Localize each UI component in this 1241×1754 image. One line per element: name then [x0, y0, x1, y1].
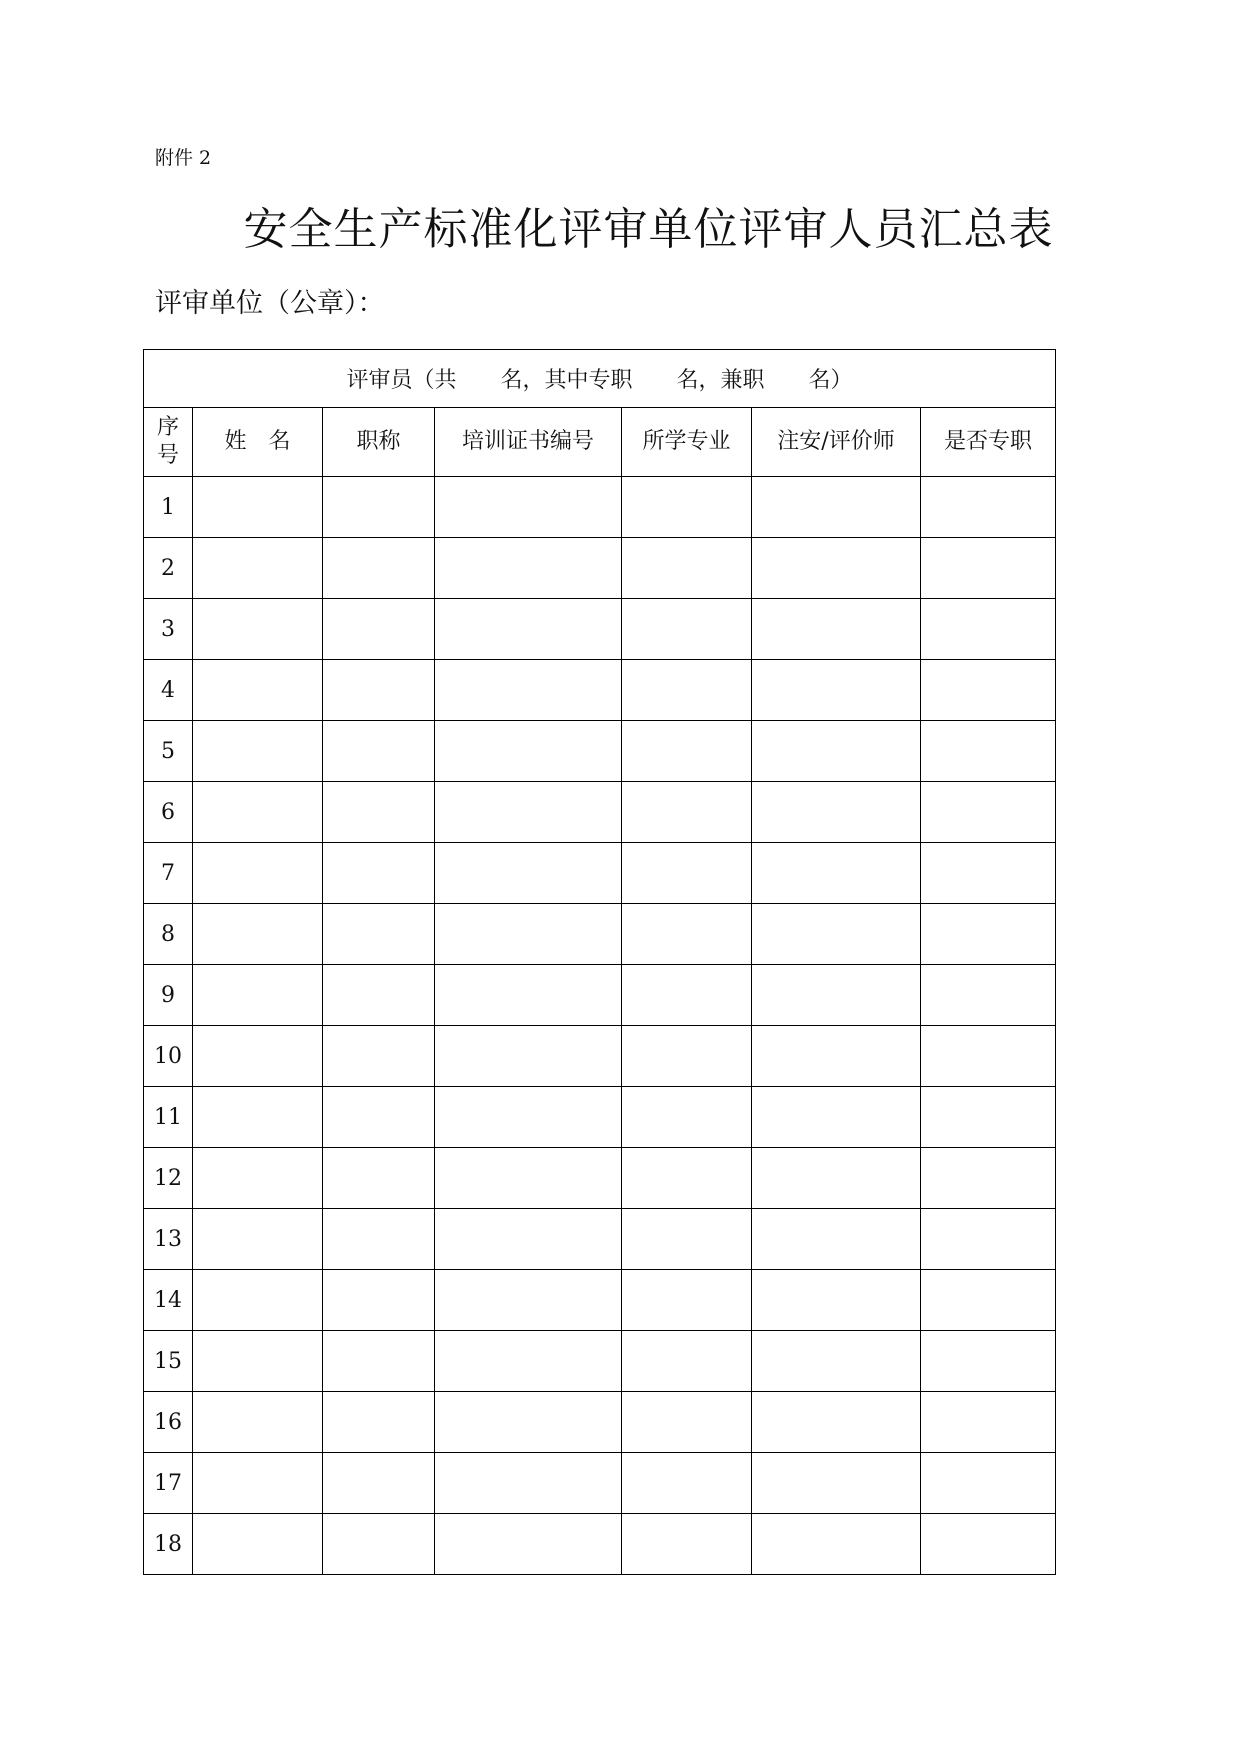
reviewer-summary-table	[143, 349, 1056, 1575]
table-row	[144, 1270, 1056, 1331]
major-cell[interactable]	[622, 599, 752, 660]
name-cell[interactable]	[193, 660, 323, 721]
header-full-time: 是否专职	[921, 408, 1056, 477]
qualification-cell[interactable]	[752, 904, 921, 965]
row-number: 17	[144, 1453, 193, 1514]
name-cell[interactable]	[193, 1026, 323, 1087]
table-row	[144, 721, 1056, 782]
major-cell[interactable]	[622, 965, 752, 1026]
major-cell[interactable]	[622, 1331, 752, 1392]
cert-no-cell[interactable]	[435, 965, 622, 1026]
table-row	[144, 538, 1056, 599]
cert-no-cell[interactable]	[435, 1514, 622, 1575]
reviewer-count-summary: 评审员（共 名，其中专职 名，兼职 名）	[144, 350, 1056, 408]
qualification-cell[interactable]	[752, 660, 921, 721]
name-cell[interactable]	[193, 782, 323, 843]
major-cell[interactable]	[622, 904, 752, 965]
cert-no-cell[interactable]	[435, 660, 622, 721]
qualification-cell[interactable]	[752, 1209, 921, 1270]
full-time-cell[interactable]	[921, 843, 1056, 904]
qualification-cell[interactable]	[752, 1026, 921, 1087]
cert-no-cell[interactable]	[435, 1392, 622, 1453]
full-time-cell[interactable]	[921, 1087, 1056, 1148]
attachment-label: 附件 2	[155, 147, 212, 169]
table-row	[144, 782, 1056, 843]
major-cell[interactable]	[622, 660, 752, 721]
major-cell[interactable]	[622, 782, 752, 843]
full-time-cell[interactable]	[921, 538, 1056, 599]
title-cell[interactable]	[323, 1331, 435, 1392]
name-cell[interactable]	[193, 1087, 323, 1148]
full-time-cell[interactable]	[921, 1026, 1056, 1087]
qualification-cell[interactable]	[752, 782, 921, 843]
name-cell[interactable]	[193, 1392, 323, 1453]
row-number: 6	[144, 782, 193, 843]
review-unit-label: 评审单位（公章）：	[155, 288, 385, 319]
title-cell[interactable]	[323, 1453, 435, 1514]
name-cell[interactable]	[193, 721, 323, 782]
major-cell[interactable]	[622, 721, 752, 782]
table-row	[144, 660, 1056, 721]
table-row	[144, 1026, 1056, 1087]
major-cell[interactable]	[622, 1392, 752, 1453]
major-cell[interactable]	[622, 538, 752, 599]
row-number: 12	[144, 1148, 193, 1209]
table-row	[144, 1453, 1056, 1514]
full-time-cell[interactable]	[921, 1331, 1056, 1392]
title-cell[interactable]	[323, 904, 435, 965]
full-time-cell[interactable]	[921, 782, 1056, 843]
qualification-cell[interactable]	[752, 1392, 921, 1453]
name-cell[interactable]	[193, 599, 323, 660]
major-cell[interactable]	[622, 477, 752, 538]
title-cell[interactable]	[323, 538, 435, 599]
name-cell[interactable]	[193, 1209, 323, 1270]
table-row	[144, 1148, 1056, 1209]
cert-no-cell[interactable]	[435, 843, 622, 904]
qualification-cell[interactable]	[752, 1453, 921, 1514]
header-name: 姓 名	[193, 408, 323, 477]
qualification-cell[interactable]	[752, 843, 921, 904]
row-number: 7	[144, 843, 193, 904]
name-cell[interactable]	[193, 1270, 323, 1331]
qualification-cell[interactable]	[752, 1148, 921, 1209]
row-number: 3	[144, 599, 193, 660]
cert-no-cell[interactable]	[435, 904, 622, 965]
table-row	[144, 904, 1056, 965]
qualification-cell[interactable]	[752, 1514, 921, 1575]
header-seq-line2: 号	[156, 443, 179, 468]
row-number: 13	[144, 1209, 193, 1270]
cert-no-cell[interactable]	[435, 1148, 622, 1209]
table-row	[144, 1209, 1056, 1270]
cert-no-cell[interactable]	[435, 782, 622, 843]
name-cell[interactable]	[193, 904, 323, 965]
cert-no-cell[interactable]	[435, 538, 622, 599]
major-cell[interactable]	[622, 1514, 752, 1575]
qualification-cell[interactable]	[752, 477, 921, 538]
row-number: 1	[144, 477, 193, 538]
title-cell[interactable]	[323, 965, 435, 1026]
qualification-cell[interactable]	[752, 965, 921, 1026]
title-cell[interactable]	[323, 1087, 435, 1148]
title-cell[interactable]	[323, 1514, 435, 1575]
qualification-cell[interactable]	[752, 1270, 921, 1331]
document-title: 安全生产标准化评审单位评审人员汇总表	[243, 204, 1054, 255]
name-cell[interactable]	[193, 1514, 323, 1575]
name-cell[interactable]	[193, 538, 323, 599]
cert-no-cell[interactable]	[435, 1209, 622, 1270]
full-time-cell[interactable]	[921, 1392, 1056, 1453]
table-row	[144, 1087, 1056, 1148]
cert-no-cell[interactable]	[435, 1453, 622, 1514]
row-number: 14	[144, 1270, 193, 1331]
row-number: 18	[144, 1514, 193, 1575]
title-cell[interactable]	[323, 721, 435, 782]
name-cell[interactable]	[193, 843, 323, 904]
title-cell[interactable]	[323, 843, 435, 904]
table-body	[144, 477, 1056, 1575]
major-cell[interactable]	[622, 843, 752, 904]
table-row	[144, 843, 1056, 904]
full-time-cell[interactable]	[921, 599, 1056, 660]
title-cell[interactable]	[323, 1148, 435, 1209]
title-cell[interactable]	[323, 660, 435, 721]
header-cert-no: 培训证书编号	[435, 408, 622, 477]
full-time-cell[interactable]	[921, 721, 1056, 782]
major-cell[interactable]	[622, 1209, 752, 1270]
qualification-cell[interactable]	[752, 1087, 921, 1148]
summary-row	[144, 350, 1056, 408]
major-cell[interactable]	[622, 1453, 752, 1514]
name-cell[interactable]	[193, 965, 323, 1026]
qualification-cell[interactable]	[752, 599, 921, 660]
header-seq-line1: 序	[156, 415, 179, 440]
row-number: 2	[144, 538, 193, 599]
header-title: 职称	[323, 408, 435, 477]
qualification-cell[interactable]	[752, 721, 921, 782]
row-number: 8	[144, 904, 193, 965]
title-cell[interactable]	[323, 1026, 435, 1087]
major-cell[interactable]	[622, 1026, 752, 1087]
row-number: 5	[144, 721, 193, 782]
row-number: 11	[144, 1087, 193, 1148]
title-cell[interactable]	[323, 599, 435, 660]
major-cell[interactable]	[622, 1270, 752, 1331]
name-cell[interactable]	[193, 1453, 323, 1514]
full-time-cell[interactable]	[921, 904, 1056, 965]
header-qualification: 注安/评价师	[752, 408, 921, 477]
table-row	[144, 1392, 1056, 1453]
row-number: 10	[144, 1026, 193, 1087]
table-row	[144, 965, 1056, 1026]
table-row	[144, 1514, 1056, 1575]
full-time-cell[interactable]	[921, 660, 1056, 721]
table-row	[144, 599, 1056, 660]
name-cell[interactable]	[193, 477, 323, 538]
title-cell[interactable]	[323, 1209, 435, 1270]
full-time-cell[interactable]	[921, 1209, 1056, 1270]
header-seq	[144, 408, 193, 477]
full-time-cell[interactable]	[921, 477, 1056, 538]
name-cell[interactable]	[193, 1331, 323, 1392]
cert-no-cell[interactable]	[435, 1087, 622, 1148]
full-time-cell[interactable]	[921, 1514, 1056, 1575]
title-cell[interactable]	[323, 782, 435, 843]
column-header-row	[144, 408, 1056, 477]
table-row	[144, 477, 1056, 538]
major-cell[interactable]	[622, 1087, 752, 1148]
cert-no-cell[interactable]	[435, 477, 622, 538]
cert-no-cell[interactable]	[435, 599, 622, 660]
row-number: 15	[144, 1331, 193, 1392]
cert-no-cell[interactable]	[435, 1331, 622, 1392]
full-time-cell[interactable]	[921, 965, 1056, 1026]
header-major: 所学专业	[622, 408, 752, 477]
title-cell[interactable]	[323, 1270, 435, 1331]
full-time-cell[interactable]	[921, 1270, 1056, 1331]
row-number: 9	[144, 965, 193, 1026]
name-cell[interactable]	[193, 1148, 323, 1209]
qualification-cell[interactable]	[752, 538, 921, 599]
cert-no-cell[interactable]	[435, 721, 622, 782]
qualification-cell[interactable]	[752, 1331, 921, 1392]
row-number: 16	[144, 1392, 193, 1453]
title-cell[interactable]	[323, 477, 435, 538]
full-time-cell[interactable]	[921, 1148, 1056, 1209]
full-time-cell[interactable]	[921, 1453, 1056, 1514]
title-cell[interactable]	[323, 1392, 435, 1453]
table-row	[144, 1331, 1056, 1392]
cert-no-cell[interactable]	[435, 1026, 622, 1087]
cert-no-cell[interactable]	[435, 1270, 622, 1331]
row-number: 4	[144, 660, 193, 721]
major-cell[interactable]	[622, 1148, 752, 1209]
